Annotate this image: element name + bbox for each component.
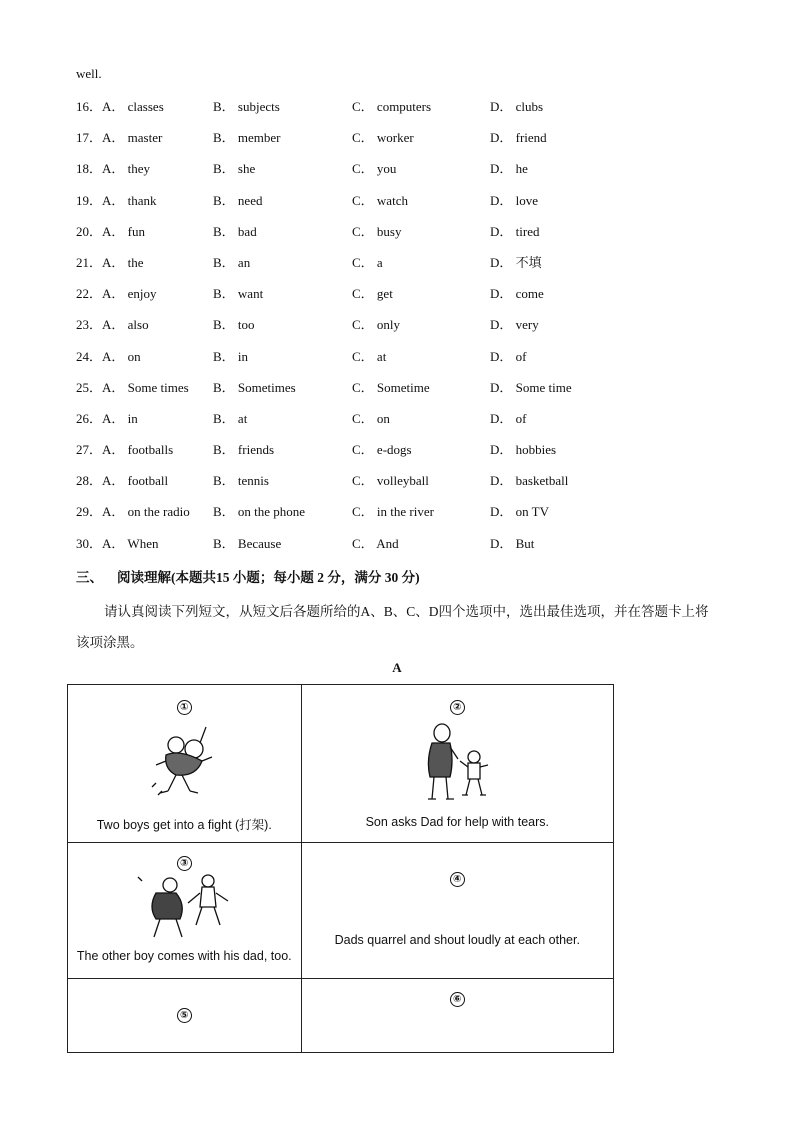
- question-number: 18．: [76, 161, 103, 177]
- option-text: A． footballs: [102, 442, 174, 458]
- fighting-boys-illustration: [146, 721, 226, 801]
- question-option-d: D． of: [490, 410, 527, 426]
- panel-3: [68, 843, 302, 979]
- question-option-b: B． subjects: [213, 99, 280, 114]
- panel-6: [301, 979, 613, 1053]
- question-option-c: C． busy: [352, 223, 402, 239]
- question-option-a: [76, 285, 157, 303]
- option-text: A． the: [102, 254, 144, 270]
- option-text: A． master: [102, 130, 163, 146]
- question-option-d: D． basketball: [490, 473, 569, 489]
- question-option-b: B． an: [213, 254, 251, 270]
- panel-caption: Son asks Dad for help with tears.: [365, 815, 549, 829]
- question-row: [76, 316, 716, 347]
- question-row: [76, 160, 716, 191]
- section-number: 三、: [76, 570, 103, 585]
- question-option-b: B． Sometimes: [213, 379, 296, 395]
- question-option-a: [76, 223, 145, 241]
- question-option-b: B． member: [213, 130, 281, 146]
- question-option-d: D． tired: [490, 223, 540, 239]
- question-row: [76, 98, 716, 129]
- question-option-a: [76, 535, 158, 553]
- question-option-a: [76, 503, 190, 521]
- question-option-d: D． friend: [490, 130, 547, 146]
- question-option-c: C． get: [352, 286, 393, 302]
- question-option-c: C． And: [352, 535, 399, 551]
- question-option-d: D． love: [490, 192, 539, 208]
- question-row: [76, 223, 716, 254]
- question-number: 26．: [76, 410, 103, 426]
- question-row: [76, 285, 716, 316]
- question-option-d: D． he: [490, 161, 528, 177]
- option-text: A． in: [102, 410, 138, 426]
- question-option-c: C． in the river: [352, 504, 434, 520]
- question-number: 28．: [76, 473, 103, 489]
- panel-marker: ③: [177, 856, 192, 871]
- father-and-son-illustration: [416, 721, 500, 805]
- question-number: 23．: [76, 317, 103, 333]
- question-row: [76, 254, 716, 285]
- question-option-c: C． volleyball: [352, 473, 429, 489]
- question-option-d: D． clubs: [490, 99, 544, 114]
- question-row: [76, 192, 716, 223]
- question-option-a: [76, 379, 189, 397]
- question-number: 29．: [76, 504, 103, 520]
- question-option-a: [76, 129, 162, 147]
- panel-marker: ②: [450, 700, 465, 715]
- question-number: 19．: [76, 192, 103, 208]
- panel-caption: Dads quarrel and shout loudly at each other.: [334, 933, 580, 947]
- question-option-c: C． on: [352, 410, 390, 426]
- panel-caption: Two boys get into a fight (打架).: [96, 818, 272, 832]
- panel-marker: ⑥: [450, 992, 465, 1007]
- option-text: A． When: [102, 535, 159, 551]
- option-text: A． enjoy: [102, 286, 157, 302]
- question-list: [76, 98, 716, 566]
- option-text: A． classes: [102, 99, 164, 114]
- comic-panel-table: [67, 684, 614, 1053]
- question-option-c: C． worker: [352, 130, 414, 146]
- section-instruction: 请认真阅读下列短文，从短文后各题所给的A、B、C、D四个选项中，选出最佳选项，并在答题卡上将该项涂黑。: [76, 604, 709, 650]
- option-text: A． thank: [102, 192, 157, 208]
- question-option-d: D． But: [490, 535, 535, 551]
- question-option-c: C． only: [352, 317, 401, 333]
- intro-text: well.: [76, 66, 102, 81]
- question-number: 25．: [76, 379, 103, 395]
- question-option-d: D． of: [490, 348, 527, 364]
- panel-2: [301, 685, 613, 843]
- question-row: [76, 472, 716, 503]
- question-option-b: B． she: [213, 161, 256, 177]
- question-option-c: C． computers: [352, 99, 432, 114]
- option-text: A． they: [102, 161, 151, 177]
- option-text: A． Some times: [102, 379, 189, 395]
- question-number: 20．: [76, 223, 103, 239]
- question-row: [76, 129, 716, 160]
- option-text: A． football: [102, 473, 169, 489]
- question-option-a: [76, 410, 138, 428]
- question-option-c: C． you: [352, 161, 397, 177]
- question-number: 27．: [76, 442, 103, 458]
- question-row: [76, 441, 716, 472]
- question-option-b: B． bad: [213, 223, 257, 239]
- question-option-c: C． watch: [352, 192, 408, 208]
- question-option-c: C． at: [352, 348, 387, 364]
- question-row: [76, 503, 716, 534]
- question-option-d: D． 不填: [490, 254, 542, 270]
- option-text: A． on: [102, 348, 141, 364]
- option-text: A． also: [102, 317, 149, 333]
- question-option-a: [76, 192, 157, 210]
- question-option-a: [76, 348, 141, 366]
- question-option-a: [76, 441, 173, 459]
- question-option-d: D． on TV: [490, 504, 549, 520]
- question-option-b: B． at: [213, 410, 248, 426]
- option-text: A． fun: [102, 223, 145, 239]
- question-option-d: D． come: [490, 286, 544, 302]
- question-option-d: D． hobbies: [490, 442, 557, 458]
- section-heading: [76, 566, 420, 586]
- panel-caption: The other boy comes with his dad, too.: [76, 949, 292, 963]
- question-row: [76, 348, 716, 379]
- question-option-b: B． too: [213, 317, 255, 333]
- question-row: [76, 535, 716, 566]
- option-text: A． on the radio: [102, 504, 190, 520]
- question-number: 16．: [76, 99, 103, 114]
- passage-label: A: [392, 660, 402, 675]
- question-option-b: B． in: [213, 348, 249, 364]
- question-option-d: D． very: [490, 317, 539, 333]
- question-row: [76, 379, 716, 410]
- question-option-a: [76, 254, 144, 272]
- question-number: 21．: [76, 254, 103, 270]
- panel-marker: ④: [450, 872, 465, 887]
- question-option-a: [76, 98, 164, 116]
- question-number: 30．: [76, 535, 103, 551]
- question-option-a: [76, 316, 149, 334]
- panel-marker: ⑤: [177, 1008, 192, 1023]
- panel-1: [68, 685, 302, 843]
- question-option-a: [76, 472, 168, 490]
- panel-marker: ①: [177, 700, 192, 715]
- question-option-b: B． need: [213, 192, 263, 208]
- question-option-b: B． want: [213, 286, 264, 302]
- question-option-b: B． on the phone: [213, 504, 306, 520]
- section-title: 阅读理解(本题共15 小题；每小题 2 分，满分 30 分): [117, 570, 420, 585]
- question-number: 22．: [76, 286, 103, 302]
- question-number: 24．: [76, 348, 103, 364]
- question-option-b: B． Because: [213, 535, 282, 551]
- boy-with-dad-illustration: [136, 873, 236, 943]
- question-option-d: D． Some time: [490, 379, 572, 395]
- panel-4: [301, 843, 613, 979]
- question-option-a: [76, 160, 150, 178]
- question-number: 17．: [76, 130, 103, 146]
- question-option-b: B． friends: [213, 442, 275, 458]
- question-row: [76, 410, 716, 441]
- question-option-c: C． a: [352, 254, 383, 270]
- question-option-c: C． e-dogs: [352, 442, 412, 458]
- panel-5: [68, 979, 302, 1053]
- question-option-c: C． Sometime: [352, 379, 430, 395]
- question-option-b: B． tennis: [213, 473, 269, 489]
